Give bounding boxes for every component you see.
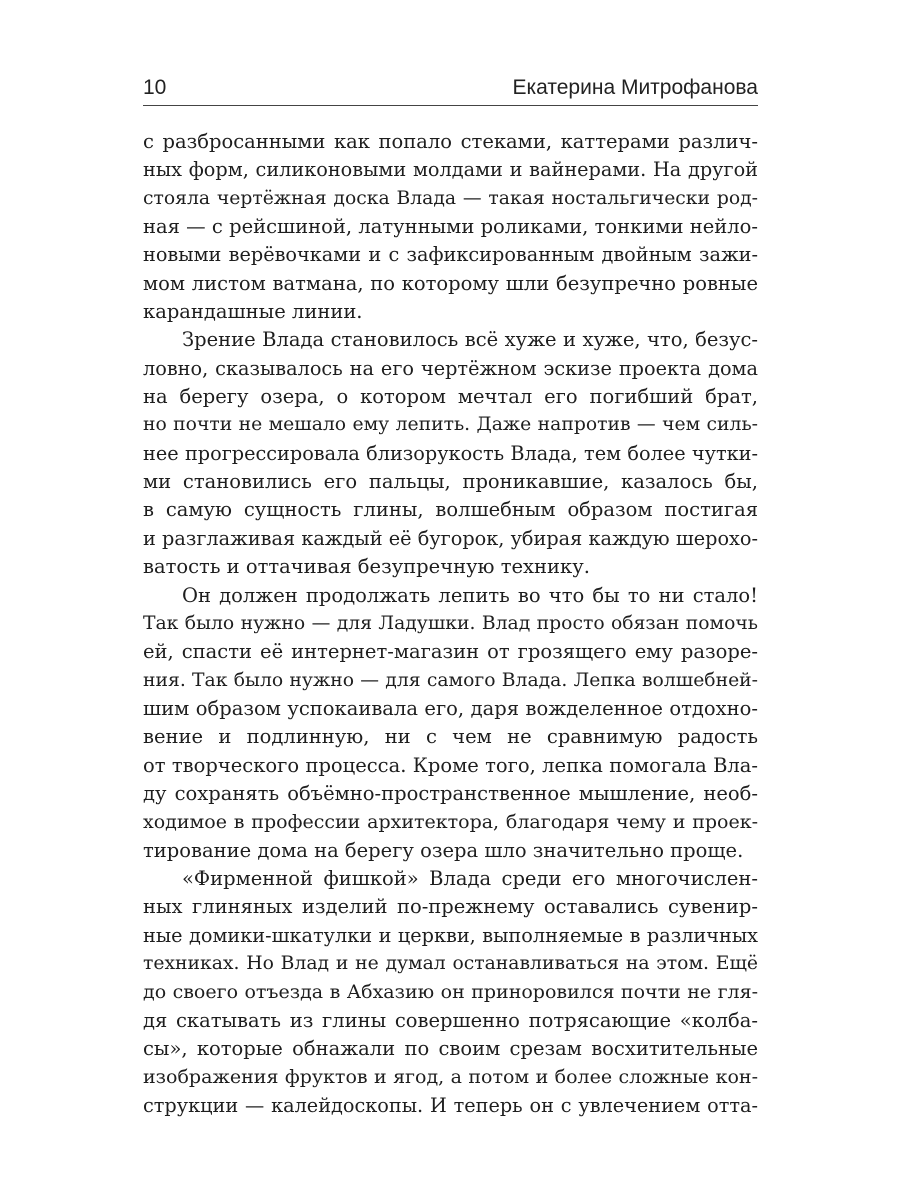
text-line: стояла чертёжная доска Влада — такая ностальгически род- <box>143 187 758 209</box>
text-line: ных форм, силиконовыми молдами и вайнерами. На другой <box>143 158 758 182</box>
text-line: мом листом ватмана, по которому шли безупречно ровные <box>143 271 758 295</box>
text-line: в самую сущность глины, волшебным образом постигая <box>143 498 758 522</box>
text-line: техниках. Но Влад и не думал останавливаться на этом. Ещё <box>143 952 758 974</box>
text-line: ходимое в профессии архитектора, благодаря чему и проек- <box>143 811 758 834</box>
text-line: сы», которые обнажали по своим срезам восхитительные <box>143 1037 758 1060</box>
text-line: струкции — калейдоскопы. И теперь он с увлечением отта- <box>143 1093 758 1117</box>
text-line: изображения фруктов и ягод, а потом и более сложные кон- <box>143 1066 758 1089</box>
text-line: ные домики-шкатулки и церкви, выполняемые в различных <box>143 923 758 947</box>
text-line: дя скатывать из глины совершенно потрясающие «колба- <box>143 1008 758 1032</box>
running-header <box>143 72 758 104</box>
text-line: вение и подлинную, ни с чем не сравнимую радость <box>143 725 758 749</box>
text-line: ми становились его пальцы, проникавшие, казалось бы, <box>143 470 758 494</box>
text-line: с разбросанными как попало стеками, каттерами различ- <box>143 130 758 153</box>
text-line: и разглаживая каждый её бугорок, убирая каждую шерохо- <box>143 526 758 550</box>
text-line: нее прогрессировала близорукость Влада, тем более чутки- <box>143 441 758 465</box>
running-header-author: Екатерина Митрофанова <box>512 76 758 99</box>
text-line: новыми верёвочками и с зафиксированным двойным зажи- <box>143 243 758 267</box>
text-line: ей, спасти её интернет-магазин от грозящего ему разоре- <box>143 640 758 664</box>
body-text <box>143 128 758 1120</box>
text-line: ловно, сказывалось на его чертёжном эскизе проекта дома <box>143 356 758 380</box>
text-line: до своего отъезда в Абхазию он приноровился почти не гля- <box>143 981 758 1004</box>
paragraph-first-line: «Фирменной фишкой» Влада среди его многочислен- <box>182 866 758 890</box>
text-line: тирование дома на берегу озера шло значительно проще. <box>143 838 744 862</box>
text-line: Так было нужно — для Ладушки. Влад просто обязан помочь <box>143 612 758 634</box>
text-line: ных глиняных изделий по-прежнему оставались сувенир- <box>143 895 758 919</box>
text-line: ния. Так было нужно — для самого Влада. Лепка волшебней- <box>143 669 758 691</box>
text-line: на берегу озера, о котором мечтал его погибший брат, <box>143 385 758 409</box>
text-line: но почти не мешало ему лепить. Даже напротив — чем силь- <box>143 414 758 436</box>
paragraph-first-line: Зрение Влада становилось всё хуже и хуже, что, безус- <box>182 328 758 352</box>
text-line: от творческого процесса. Кроме того, лепка помогала Вла- <box>143 753 758 777</box>
text-line: ду сохранять объёмно-пространственное мышление, необ- <box>143 781 758 805</box>
text-line: карандашные линии. <box>143 300 363 324</box>
text-line: ная — с рейсшиной, латунными роликами, тонкими нейло- <box>143 215 758 239</box>
paragraph-first-line: Он должен продолжать лепить во что бы то ни стало! <box>182 583 758 607</box>
header-rule <box>143 105 758 106</box>
text-line: шим образом успокаивала его, даря вожделенное отдохно- <box>143 696 758 720</box>
page-number: 10 <box>143 76 167 99</box>
text-line: ватость и оттачивая безупречную технику. <box>143 555 590 579</box>
